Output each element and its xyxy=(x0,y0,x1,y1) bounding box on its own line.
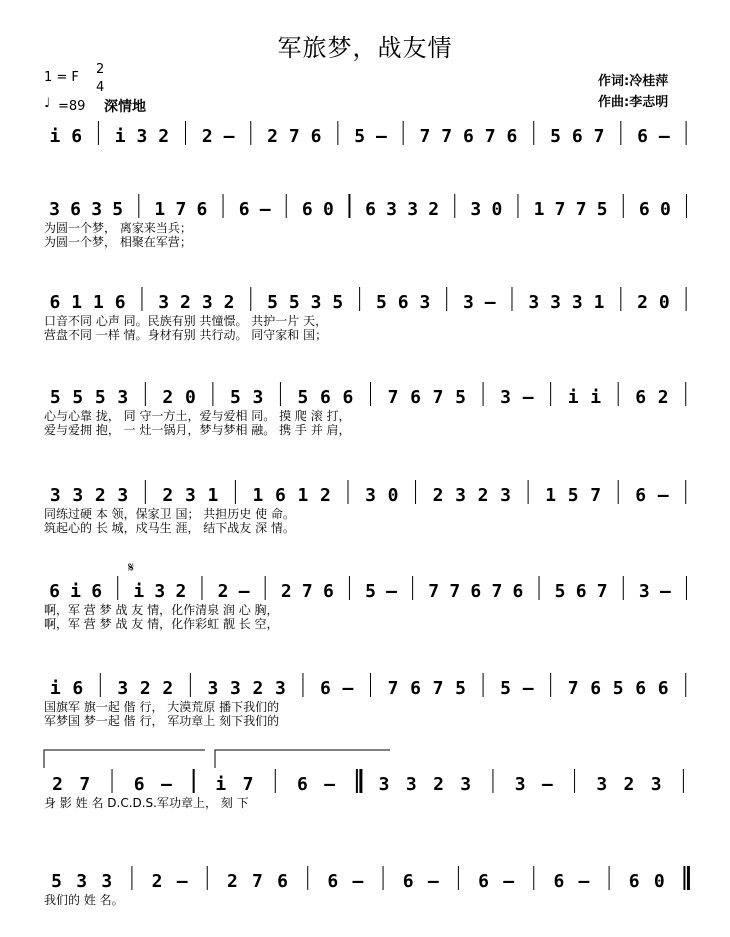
note: 3 xyxy=(470,199,482,220)
note: – xyxy=(578,871,590,892)
lyric-line-2: 营盘不同 一样 情。身材有别 共行动。 同守家和 国； xyxy=(44,328,328,342)
note: 2 xyxy=(139,678,151,699)
note: 6 xyxy=(512,581,524,602)
note: 5 xyxy=(51,871,62,892)
note: 3 xyxy=(500,387,512,408)
note: 3 xyxy=(158,292,170,313)
note: 6 xyxy=(478,871,489,892)
note: 7 xyxy=(432,387,444,408)
note: 5 xyxy=(612,678,624,699)
note: 5 xyxy=(332,292,344,313)
note: 0 xyxy=(491,199,503,220)
score-title: 军旅梦，战友情 xyxy=(277,34,453,62)
note: 3 xyxy=(229,678,241,699)
note: 6 xyxy=(638,199,650,220)
note: 5 xyxy=(365,581,376,602)
note: 3 xyxy=(49,199,60,220)
note: – xyxy=(223,126,235,147)
note: 7 xyxy=(491,581,503,602)
note: 1 xyxy=(593,292,605,313)
volta-bracket xyxy=(44,750,205,768)
note: – xyxy=(427,871,439,892)
note: 5 xyxy=(455,387,466,408)
note: 3 xyxy=(550,292,561,313)
note: 3 xyxy=(514,774,526,795)
note: 3 xyxy=(310,292,322,313)
note: 6 xyxy=(571,126,583,147)
note: 1 xyxy=(252,485,264,506)
note: 6 xyxy=(506,126,518,147)
note: 3 xyxy=(463,292,474,313)
note: 6 xyxy=(402,871,414,892)
note: 6 xyxy=(320,678,331,699)
note: 3 xyxy=(275,678,286,699)
composer-credit: 作曲:李志明 xyxy=(598,95,669,110)
note: 3 xyxy=(460,774,472,795)
note: 3 xyxy=(407,199,419,220)
note: 5 xyxy=(72,387,84,408)
note: 5 xyxy=(297,387,309,408)
note: 5 xyxy=(288,292,300,313)
expression-marking: 深情地 xyxy=(104,99,146,115)
note: 3 xyxy=(207,678,219,699)
note: 6 xyxy=(553,871,565,892)
note: 7 xyxy=(432,678,444,699)
note: 7 xyxy=(596,581,608,602)
note: – xyxy=(352,871,364,892)
time-signature-bottom: 4 xyxy=(96,80,105,95)
note: 3 xyxy=(596,774,608,795)
note: 6 xyxy=(301,199,313,220)
note: 2 xyxy=(175,581,187,602)
note: 6 xyxy=(342,387,354,408)
note: 2 xyxy=(267,126,278,147)
note: 7 xyxy=(79,774,91,795)
note: – xyxy=(659,581,671,602)
lyric-line-2: 为圆一个梦， 相聚在军营； xyxy=(44,235,192,249)
note: i xyxy=(114,126,126,147)
note: 6 xyxy=(470,581,482,602)
note: i xyxy=(133,581,145,602)
lyric-line-1: 啊，军 营 梦 战 友 情，化作清泉 润 心 胸， xyxy=(44,603,279,617)
note: 2 xyxy=(320,485,331,506)
note: 5 xyxy=(354,126,366,147)
note: 5 xyxy=(267,292,278,313)
note: 2 xyxy=(226,871,238,892)
note: 7 xyxy=(301,581,313,602)
note: – xyxy=(161,774,172,795)
note: 7 xyxy=(252,871,263,892)
note: 0 xyxy=(658,292,670,313)
note: – xyxy=(324,774,336,795)
lyricist-credit: 作词:冷桂萍 xyxy=(598,74,669,89)
note: 6 xyxy=(410,387,421,408)
note: 3 xyxy=(650,774,662,795)
note: i xyxy=(49,126,61,147)
note: 3 xyxy=(405,774,417,795)
note: 6 xyxy=(575,581,587,602)
note: 6 xyxy=(365,199,376,220)
note: 2 xyxy=(94,485,106,506)
note: 2 xyxy=(428,199,440,220)
note: – xyxy=(386,581,397,602)
lyric-line-1: 我们的 姓 名。 xyxy=(44,893,124,907)
note: 0 xyxy=(653,871,665,892)
note: – xyxy=(375,126,387,147)
note: 6 xyxy=(635,387,647,408)
note: 2 xyxy=(623,774,635,795)
segno-icon: 𝄋 xyxy=(128,560,135,576)
note: 3 xyxy=(117,485,129,506)
key-signature: 1 = F xyxy=(44,70,79,85)
note: 3 xyxy=(49,485,61,506)
lyric-line-1: 国旗军 旗一起 偕 行， 大漠荒原 播下我们的 xyxy=(44,700,280,714)
note: – xyxy=(484,292,496,313)
note: 7 xyxy=(575,199,587,220)
note: 0 xyxy=(322,199,334,220)
note: – xyxy=(238,581,250,602)
note: 3 xyxy=(154,581,166,602)
note: 3 xyxy=(117,678,129,699)
note: 6 xyxy=(657,678,669,699)
note: 0 xyxy=(387,485,399,506)
lyric-line-1: 身 影 姓 名 D.C.D.S.军功章上， 刻 下 xyxy=(44,796,249,810)
note: 3 xyxy=(201,292,213,313)
note: 3 xyxy=(455,485,466,506)
note: 1 xyxy=(92,292,104,313)
note: 5 xyxy=(567,485,579,506)
note: – xyxy=(522,387,534,408)
note: 6 xyxy=(49,581,60,602)
note: 1 xyxy=(207,485,219,506)
tempo-marking: =89 xyxy=(58,99,86,114)
time-signature-top: 2 xyxy=(96,62,105,77)
note: 5 xyxy=(112,199,124,220)
note: 1 xyxy=(533,199,545,220)
note: 6 xyxy=(72,678,84,699)
note: 6 xyxy=(297,774,308,795)
note: – xyxy=(522,678,534,699)
note: 2 xyxy=(162,678,174,699)
quarter-note-icon: ♩ xyxy=(44,96,51,111)
note: 3 xyxy=(500,485,512,506)
note: 1 xyxy=(154,199,166,220)
note: 6 xyxy=(196,199,208,220)
note: 5 xyxy=(455,678,466,699)
note: 6 xyxy=(320,387,331,408)
note: 2 xyxy=(151,871,163,892)
note: 2 xyxy=(162,387,174,408)
note: 7 xyxy=(419,126,431,147)
lyric-line-1: 同练过硬 本 领，保家卫 国； 共担历史 使 命。 xyxy=(44,507,295,521)
note: 7 xyxy=(288,126,300,147)
note: – xyxy=(176,871,188,892)
note: i xyxy=(215,774,227,795)
note: 3 xyxy=(386,199,397,220)
note: 7 xyxy=(554,199,566,220)
note: 3 xyxy=(136,126,148,147)
note: 6 xyxy=(133,774,145,795)
note: 7 xyxy=(428,581,440,602)
note: 3 xyxy=(101,871,113,892)
lyric-line-1: 口音不同 心声 同。民族有别 共憧憬。 共护一片 天， xyxy=(44,314,328,328)
note: 3 xyxy=(117,387,129,408)
note: i xyxy=(567,387,579,408)
note: 7 xyxy=(387,678,399,699)
note: 2 xyxy=(432,485,444,506)
note: 6 xyxy=(322,581,334,602)
note: 6 xyxy=(275,485,286,506)
note: 3 xyxy=(571,292,583,313)
note: – xyxy=(259,199,271,220)
note: 5 xyxy=(550,126,561,147)
note: – xyxy=(658,126,670,147)
note: 2 xyxy=(477,485,489,506)
note: – xyxy=(657,485,669,506)
note: 2 xyxy=(180,292,191,313)
note: 6 xyxy=(635,678,647,699)
note: 2 xyxy=(252,678,264,699)
note: 6 xyxy=(590,678,602,699)
note: – xyxy=(541,774,553,795)
note: 5 xyxy=(500,678,512,699)
note: 2 xyxy=(162,485,174,506)
note: 3 xyxy=(252,387,264,408)
note: 3 xyxy=(76,871,88,892)
note: 5 xyxy=(375,292,387,313)
note: 3 xyxy=(638,581,650,602)
note: 6 xyxy=(238,199,250,220)
note: 5 xyxy=(94,387,106,408)
note: 7 xyxy=(242,774,254,795)
note: 1 xyxy=(71,292,83,313)
note: 3 xyxy=(528,292,540,313)
note: 0 xyxy=(659,199,671,220)
note: 3 xyxy=(419,292,431,313)
note: – xyxy=(342,678,354,699)
note: 2 xyxy=(657,387,669,408)
note: 2 xyxy=(158,126,170,147)
note: i xyxy=(49,678,61,699)
note: 1 xyxy=(545,485,557,506)
note: 6 xyxy=(310,126,322,147)
note: 7 xyxy=(387,387,399,408)
note: 6 xyxy=(628,871,640,892)
note: 2 xyxy=(433,774,444,795)
note: i xyxy=(590,387,602,408)
note: 3 xyxy=(91,199,103,220)
note: 6 xyxy=(70,199,82,220)
note: 6 xyxy=(410,678,421,699)
note: 7 xyxy=(175,199,187,220)
note: 5 xyxy=(49,387,61,408)
note: 6 xyxy=(637,126,649,147)
note: 2 xyxy=(223,292,235,313)
volta-bracket xyxy=(215,750,390,768)
note: 6 xyxy=(397,292,409,313)
note: i xyxy=(70,581,82,602)
lyric-line-2: 军梦国 梦一起 偕 行， 军功章上 刻下我们的 xyxy=(44,714,280,728)
note: 6 xyxy=(635,485,647,506)
note: 6 xyxy=(114,292,126,313)
note: 7 xyxy=(590,485,602,506)
note: 3 xyxy=(365,485,376,506)
note: 1 xyxy=(297,485,309,506)
note: 5 xyxy=(596,199,608,220)
note: 6 xyxy=(463,126,474,147)
note: 6 xyxy=(277,871,289,892)
note: 7 xyxy=(449,581,461,602)
note: 5 xyxy=(554,581,566,602)
lyric-line-2: 啊，军 营 梦 战 友 情，化作彩虹 靓 长 空， xyxy=(44,617,279,631)
note: 6 xyxy=(327,871,339,892)
note: 2 xyxy=(280,581,292,602)
note: 7 xyxy=(484,126,496,147)
note: 5 xyxy=(229,387,241,408)
lyric-line-1: 心与心靠 拢， 同 守一方土，爱与爱相 同。 摸 爬 滚 打， xyxy=(44,409,351,423)
note: 6 xyxy=(49,292,61,313)
note: 6 xyxy=(71,126,83,147)
note: 2 xyxy=(201,126,213,147)
note: 0 xyxy=(184,387,196,408)
note: – xyxy=(503,871,515,892)
note: 7 xyxy=(441,126,453,147)
note: 7 xyxy=(593,126,605,147)
note: 6 xyxy=(91,581,103,602)
note: 7 xyxy=(567,678,579,699)
lyric-line-2: 筑起心的 长 城，戍马生 涯， 结下战友 深 情。 xyxy=(44,521,295,535)
lyric-line-2: 爱与爱拥 抱， 一 灶一锅月，梦与梦相 融。 携 手 并 肩， xyxy=(44,423,351,437)
note: 2 xyxy=(217,581,229,602)
note: 2 xyxy=(637,292,649,313)
note: 3 xyxy=(378,774,390,795)
note: 3 xyxy=(72,485,84,506)
note: 2 xyxy=(52,774,64,795)
lyric-line-1: 为圆一个梦， 离家来当兵； xyxy=(44,221,192,235)
note: 3 xyxy=(184,485,196,506)
